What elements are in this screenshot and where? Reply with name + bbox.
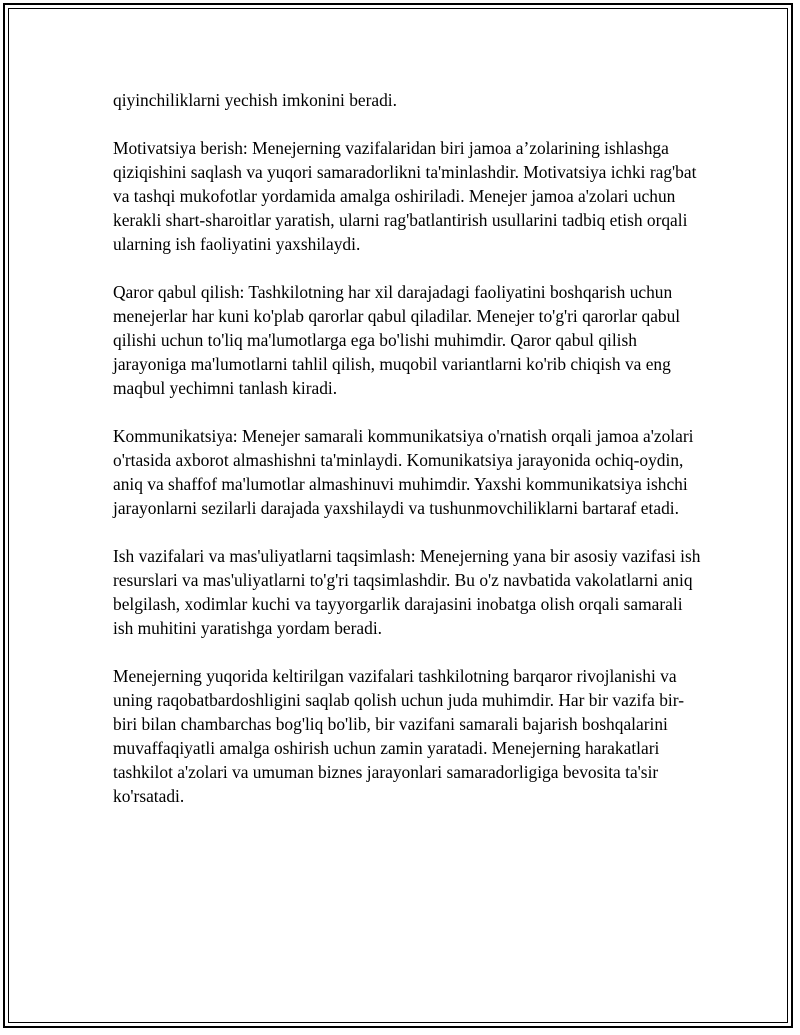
paragraph-motivation: Motivatsiya berish: Menejerning vazifalaridan biri jamoa a’zolarining ishlashga qiziqishini saqlash va yuqori samaradorlikni ta'minlashdir. Motivatsiya ichki rag'bat va tashqi mukofotlar yordamida amalga oshiriladi. Menejer jamoa a'zolari uchun kerakli shart-sharoitlar yaratish, ularni rag'batlantirish usullarini tadbiq etish orqali ularning ish faoliyatini yaxshilaydi.: [113, 138, 697, 254]
paragraph-communication: Kommunikatsiya: Menejer samarali kommunikatsiya o'rnatish orqali jamoa a'zolari o'rtasida axborot almashishni ta'minlaydi. Komunikatsiya jarayonida ochiq-oydin, aniq va shaffof ma'lumotlar almashinuvi muhimdir. Yaxshi kommunikatsiya ishchi jarayonlarni sezilarli darajada yaxshilaydi va tushunmovchiliklarni bartaraf etadi.: [113, 426, 694, 518]
paragraph-continuation: qiyinchiliklarni yechish imkonini beradi.: [113, 90, 397, 110]
document-body: [113, 88, 703, 832]
paragraph-task-distribution: Ish vazifalari va mas'uliyatlarni taqsimlash: Menejerning yana bir asosiy vazifasi ish resurslari va mas'uliyatlarni to'g'ri taqsimlashdir. Bu o'z navbatida vakolatlarni aniq belgilash, xodimlar kuchi va tayyorgarlik darajasini inobatga olish orqali samarali ish muhitini yaratishga yordam beradi.: [113, 546, 701, 638]
paragraph-conclusion: Menejerning yuqorida keltirilgan vazifalari tashkilotning barqaror rivojlanishi va uning raqobatbardoshligini saqlab qolish uchun juda muhimdir. Har bir vazifa bir-biri bilan chambarchas bog'liq bo'lib, bir vazifani samarali bajarish boshqalarini muvaffaqiyatli amalga oshirish uchun zamin yaratadi. Menejerning harakatlari tashkilot a'zolari va umuman biznes jarayonlari samaradorligiga bevosita ta'sir ko'rsatadi.: [113, 666, 685, 806]
paragraph-decision-making: Qaror qabul qilish: Tashkilotning har xil darajadagi faoliyatini boshqarish uchun menejerlar har kuni ko'plab qarorlar qabul qiladilar. Menejer to'g'ri qarorlar qabul qilishi uchun to'liq ma'lumotlarga ega bo'lishi muhimdir. Qaror qabul qilish jarayoniga ma'lumotlarni tahlil qilish, muqobil variantlarni ko'rib chiqish va eng maqbul yechimni tanlash kiradi.: [113, 282, 681, 398]
